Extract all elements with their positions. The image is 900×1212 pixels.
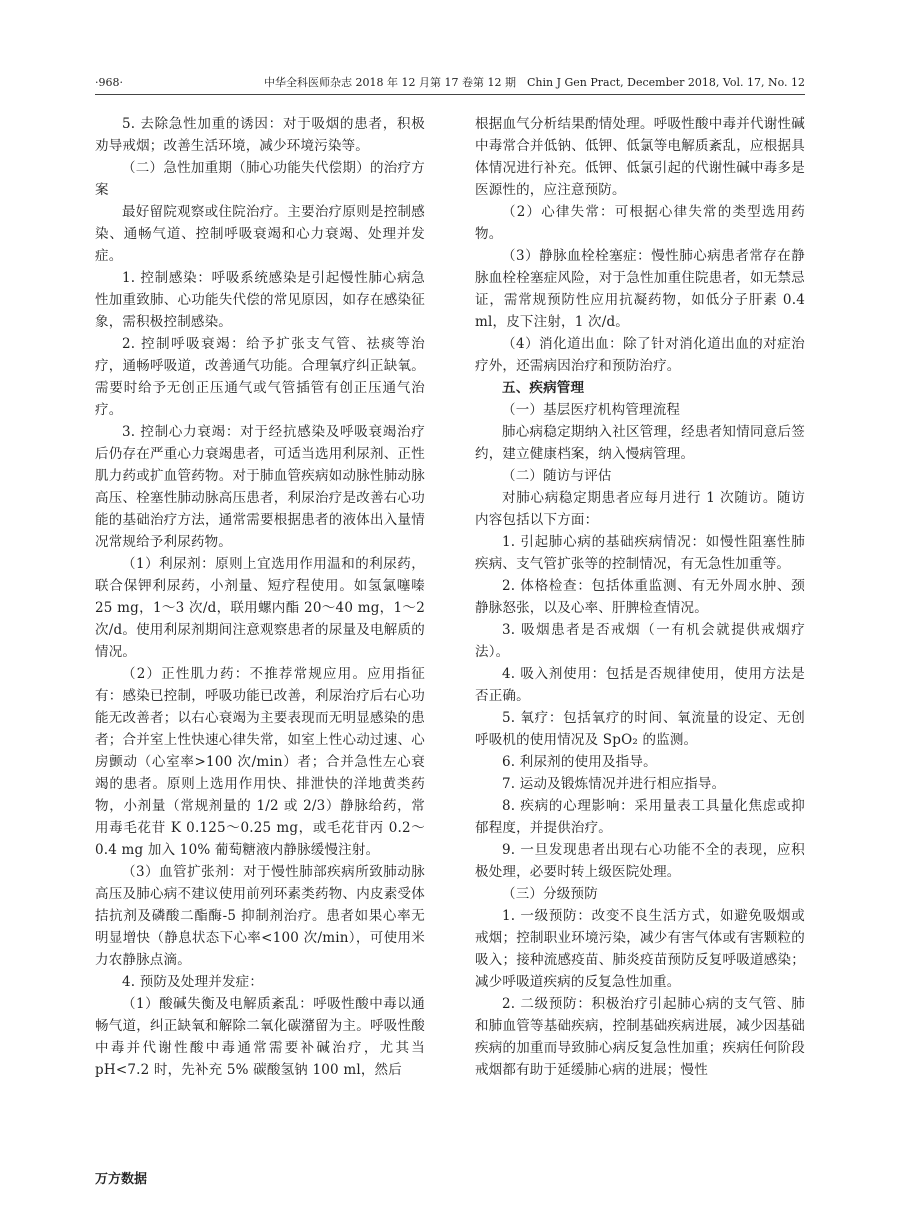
body-paragraph: 2. 控制呼吸衰竭：给予扩张支气管、祛痰等治疗，通畅呼吸道，改善通气功能。合理氧疗纠正缺氧。需要时给予无创正压通气或气管插管有创正压通气治疗。 [95, 336, 425, 418]
body-paragraph: （三）分级预防 [502, 886, 598, 902]
footer-watermark: 万方数据 [95, 1172, 148, 1187]
body-paragraph: 8. 疾病的心理影响：采用量表工具量化焦虑或抑郁程度，并提供治疗。 [475, 798, 805, 836]
body-paragraph: 3. 吸烟患者是否戒烟（一有机会就提供戒烟疗法）。 [475, 622, 805, 660]
running-header [95, 72, 805, 95]
body-paragraph: （二）急性加重期（肺心功能失代偿期）的治疗方案 [95, 160, 425, 198]
body-paragraph: （3）血管扩张剂：对于慢性肺部疾病所致肺动脉高压及肺心病不建议使用前列环素类药物、内皮素受体拮抗剂及磷酸二酯酶-5 抑制剂治疗。患者如果心率无明显增快（静息状态下心率<100 次/min），可使用米力农静脉点滴。 [95, 864, 425, 968]
body-paragraph: 1. 一级预防：改变不良生活方式，如避免吸烟或戒烟；控制职业环境污染，减少有害气体或有害颗粒的吸入；接种流感疫苗、肺炎疫苗预防反复呼吸道感染；减少呼吸道疾病的反复急性加重。 [475, 908, 805, 990]
body-paragraph: 对肺心病稳定期患者应每月进行 1 次随访。随访内容包括以下方面： [475, 490, 805, 528]
body-paragraph: （2）正性肌力药：不推荐常规应用。应用指征有：感染已控制，呼吸功能已改善，利尿治疗后右心功能无改善者；以右心衰竭为主要表现而无明显感染的患者；合并室上性快速心律失常，如室上性心动过速、心房颤动（心室率>100 次/min）者；合并急性左心衰竭的患者。原则上选用作用快、排泄快的洋地黄类药物，小剂量（常规剂量的 1/2 或 2/3）静脉给药，常用毒毛花苷 K 0.125～0.25 mg，或毛花苷丙 0.2～0.4 mg 加入 10% 葡萄糖液内静脉缓慢注射。 [95, 666, 425, 858]
left-text-column [95, 113, 425, 1081]
body-paragraph: 7. 运动及锻炼情况并进行相应指导。 [502, 776, 726, 792]
body-paragraph: 9. 一旦发现患者出现右心功能不全的表现，应积极处理，必要时转上级医院处理。 [475, 842, 805, 880]
body-paragraph: 5. 去除急性加重的诱因：对于吸烟的患者，积极劝导戒烟；改善生活环境，减少环境污染等。 [95, 116, 425, 154]
body-paragraph: 6. 利尿剂的使用及指导。 [502, 754, 657, 770]
section-heading: 五、疾病管理 [502, 380, 585, 396]
body-paragraph: 2. 体格检查：包括体重监测、有无外周水肿、颈静脉怒张，以及心率、肝脾检查情况。 [475, 578, 805, 616]
body-paragraph: 5. 氧疗：包括氧疗的时间、氧流量的设定、无创呼吸机的使用情况及 SpO₂ 的监测。 [475, 710, 805, 748]
right-text-column [475, 113, 805, 1081]
body-paragraph: 肺心病稳定期纳入社区管理，经患者知情同意后签约，建立健康档案，纳入慢病管理。 [475, 424, 805, 462]
body-paragraph: 3. 控制心力衰竭：对于经抗感染及呼吸衰竭治疗后仍存在严重心力衰竭患者，可适当选用利尿剂、正性肌力药或扩血管药物。对于肺血管疾病如动脉性肺动脉高压、栓塞性肺动脉高压患者，利尿治疗是改善右心功能的基础治疗方法，通常需要根据患者的液体出入量情况常规给予利尿药物。 [95, 424, 425, 550]
journal-citation: 中华全科医师杂志 2018 年 12 月第 17 卷第 12 期 Chin J Gen Pract, December 2018, Vol. 17, No. 12 [264, 76, 805, 89]
body-paragraph: （二）随访与评估 [502, 468, 612, 484]
body-paragraph: （一）基层医疗机构管理流程 [502, 402, 681, 418]
body-paragraph: （4）消化道出血：除了针对消化道出血的对症治疗外，还需病因治疗和预防治疗。 [475, 336, 805, 374]
body-paragraph: 根据血气分析结果酌情处理。呼吸性酸中毒并代谢性碱中毒常合并低钠、低钾、低氯等电解质紊乱，应根据具体情况进行补充。低钾、低氯引起的代谢性碱中毒多是医源性的，应注意预防。 [475, 116, 805, 198]
body-paragraph: 1. 引起肺心病的基础疾病情况：如慢性阻塞性肺疾病、支气管扩张等的控制情况，有无急性加重等。 [475, 534, 805, 572]
body-paragraph: （1）酸碱失衡及电解质紊乱：呼吸性酸中毒以通畅气道，纠正缺氧和解除二氧化碳潴留为主。呼吸性酸中毒并代谢性酸中毒通常需要补碱治疗，尤其当 pH<7.2 时，先补充 5% 碳酸氢钠 100 ml，然后 [95, 996, 425, 1078]
body-paragraph: 1. 控制感染：呼吸系统感染是引起慢性肺心病急性加重致肺、心功能失代偿的常见原因，如存在感染征象，需积极控制感染。 [95, 270, 425, 330]
body-paragraph: 4. 预防及处理并发症： [122, 974, 264, 990]
body-paragraph: （2）心律失常：可根据心律失常的类型选用药物。 [475, 204, 805, 242]
body-paragraph: 4. 吸入剂使用：包括是否规律使用，使用方法是否正确。 [475, 666, 805, 704]
body-paragraph: 2. 二级预防：积极治疗引起肺心病的支气管、肺和肺血管等基础疾病，控制基础疾病进展，减少因基础疾病的加重而导致肺心病反复急性加重；疾病任何阶段戒烟都有助于延缓肺心病的进展；慢性 [475, 996, 805, 1078]
page-number: ·968· [95, 76, 123, 89]
body-paragraph: （1）利尿剂：原则上宜选用作用温和的利尿药，联合保钾利尿药，小剂量、短疗程使用。如氢氯噻嗪 25 mg，1～3 次/d，联用螺内酯 20～40 mg，1～2 次/d。使用利尿剂期间注意观察患者的尿量及电解质的情况。 [95, 556, 425, 660]
body-paragraph: （3）静脉血栓栓塞症：慢性肺心病患者常存在静脉血栓栓塞症风险，对于急性加重住院患者，如无禁忌证，需常规预防性应用抗凝药物，如低分子肝素 0.4 ml，皮下注射，1 次/d。 [475, 248, 805, 330]
body-paragraph: 最好留院观察或住院治疗。主要治疗原则是控制感染、通畅气道、控制呼吸衰竭和心力衰竭、处理并发症。 [95, 204, 425, 264]
